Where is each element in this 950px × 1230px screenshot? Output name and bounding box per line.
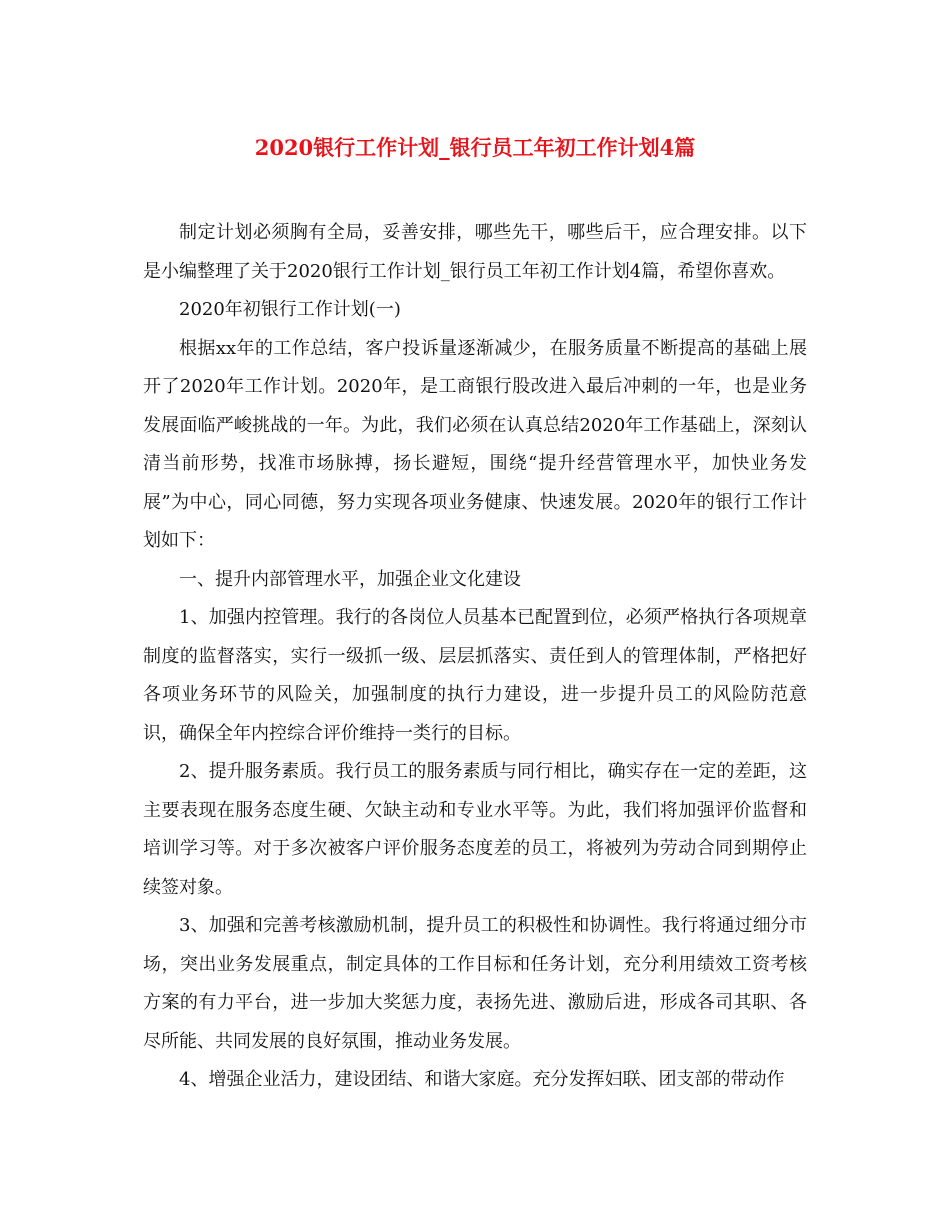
intro-paragraph: 制定计划必须胸有全局，妥善安排，哪些先干，哪些后干，应合理安排。以下是小编整理了关于2020银行工作计划_银行员工年初工作计划4篇，希望你喜欢。 [143,222,807,282]
document-body [143,214,807,1100]
body-paragraph: 根据xx年的工作总结，客户投诉量逐渐减少，在服务质量不断提高的基础上展开了2020年工作计划。2020年，是工商银行股改进入最后冲刺的一年，也是业务发展面临严峻挑战的一年。为此，我们必须在认真总结2020年工作基础上，深刻认清当前形势，找准市场脉搏，扬长避短，围绕“提升经营管理水平，加快业务发展”为中心，同心同德，努力实现各项业务健康、快速发展。2020年的银行工作计划如下： [143,337,807,551]
subsection-heading: 一、提升内部管理水平，加强企业文化建设 [179,568,521,590]
section-heading: 2020年初银行工作计划(一) [179,299,401,320]
document-title: 2020银行工作计划_银行员工年初工作计划4篇 [254,135,696,160]
list-item-paragraph: 2、提升服务素质。我行员工的服务素质与同行相比，确实存在一定的差距，这主要表现在服务态度生硬、欠缺主动和专业水平等。为此，我们将加强评价监督和培训学习等。对于多次被客户评价服务态度差的员工，将被列为劳动合同到期停止续签对象。 [143,761,807,898]
list-item-paragraph: 4、增强企业活力，建设团结、和谐大家庭。充分发挥妇联、团支部的带动作 [179,1069,785,1090]
list-item-paragraph: 3、加强和完善考核激励机制，提升员工的积极性和协调性。我行将通过细分市场，突出业务发展重点，制定具体的工作目标和任务计划，充分利用绩效工资考核方案的有力平台，进一步加大奖惩力度，表扬先进、激励后进，形成各司其职、各尽所能、共同发展的良好氛围，推动业务发展。 [143,915,807,1052]
list-item-paragraph: 1、加强内控管理。我行的各岗位人员基本已配置到位，必须严格执行各项规章制度的监督落实，实行一级抓一级、层层抓落实、责任到人的管理体制，严格把好各项业务环节的风险关，加强制度的执行力建设，进一步提升员工的风险防范意识，确保全年内控综合评价维持一类行的目标。 [143,607,807,744]
